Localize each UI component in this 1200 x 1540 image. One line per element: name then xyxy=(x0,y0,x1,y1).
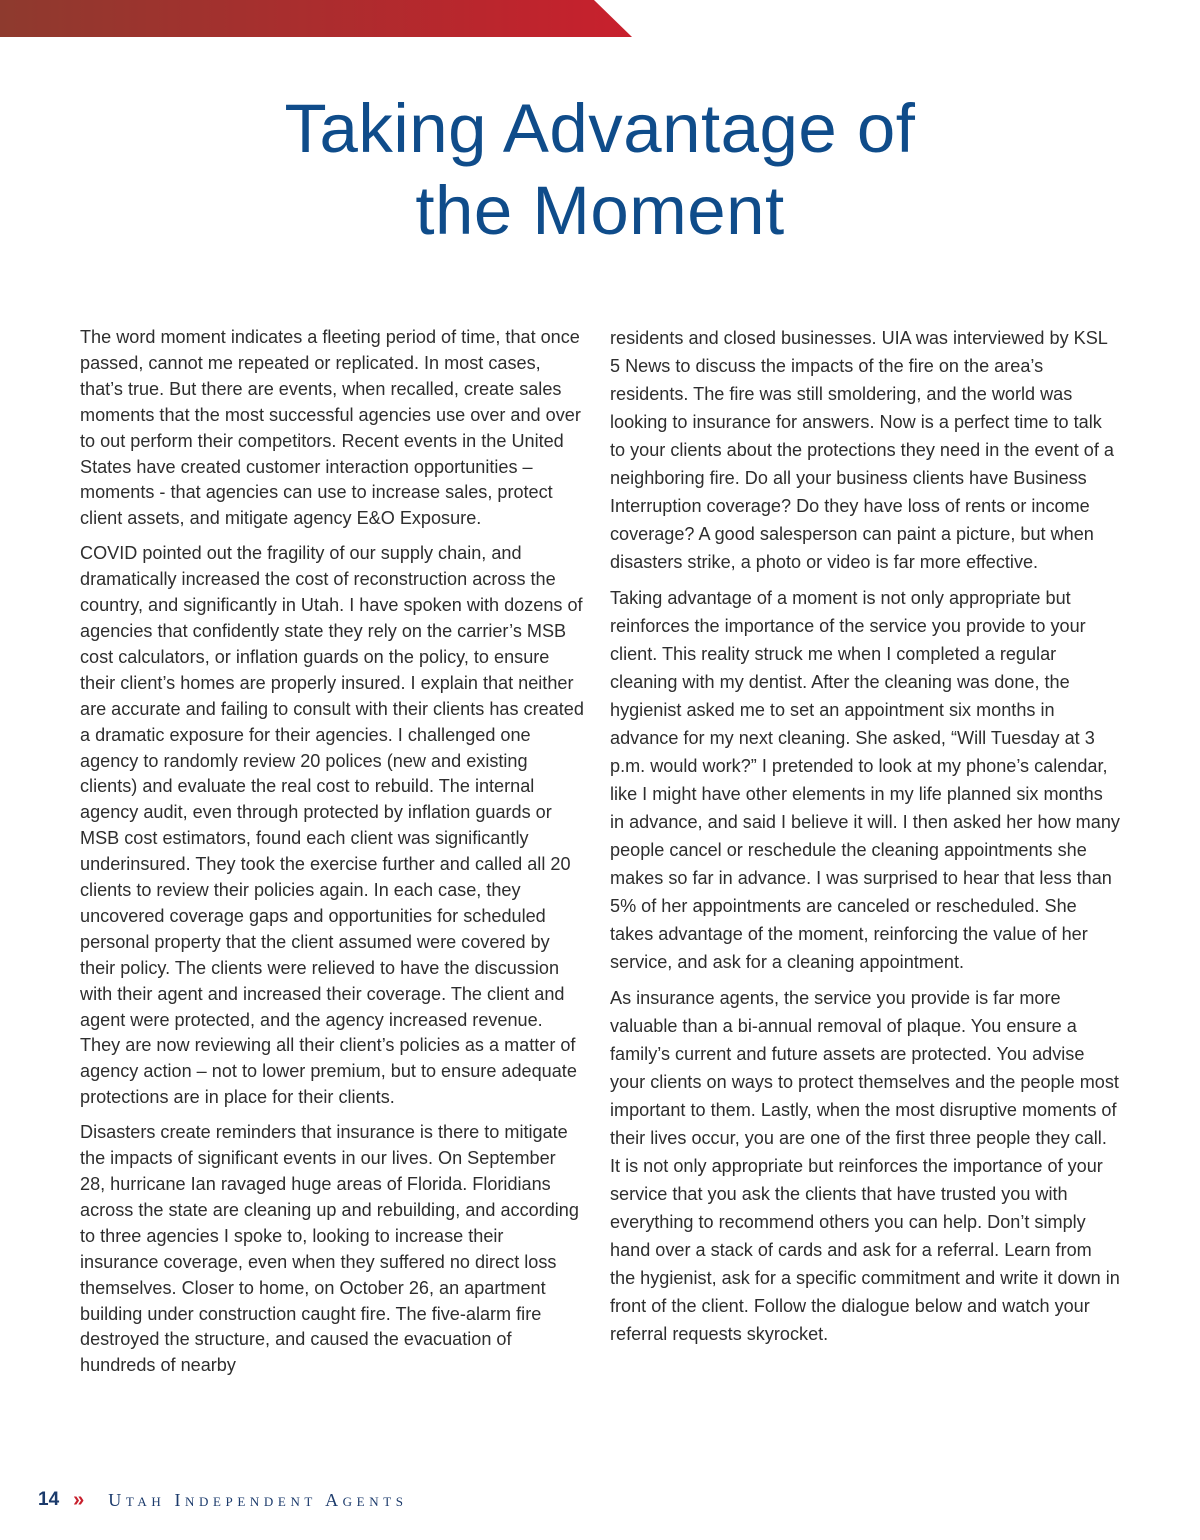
right-column xyxy=(610,324,1120,1356)
title-line-2: the Moment xyxy=(415,172,785,249)
banner-shape xyxy=(0,0,632,37)
left-column xyxy=(80,325,585,1388)
title-line-1: Taking Advantage of xyxy=(284,90,916,167)
page-title xyxy=(0,88,1200,252)
paragraph: Disasters create reminders that insurance is there to mitigate the impacts of significant events in our lives. On September 28, hurricane Ian ravaged huge areas of Florida. Floridians across the state are cleaning up and rebuilding, and according to three agencies I spoke to, looking to increase their insurance coverage, even when they suffered no direct loss themselves. Closer to home, on October 26, an apartment building under construction caught fire. The five-alarm fire destroyed the structure, and caused the evacuation of hundreds of nearby xyxy=(80,1122,579,1376)
paragraph: As insurance agents, the service you provide is far more valuable than a bi-annual removal of plaque. You ensure a family’s current and future assets are protected. You advise your clients on ways to protect themselves and the people most important to them. Lastly, when the most disruptive moments of their lives occur, you are one of the first three people they call. It is not only appropriate but reinforces the importance of your service that you ask the clients that have trusted you with everything to recommend others you can help. Don’t simply hand over a stack of cards and ask for a referral. Learn from the hygienist, ask for a specific commitment and write it down in front of the client. Follow the dialogue below and watch your referral requests skyrocket. xyxy=(610,988,1120,1344)
top-banner xyxy=(0,0,632,37)
paragraph: residents and closed businesses. UIA was interviewed by KSL 5 News to discuss the impacts of the fire on the area’s residents. The fire was still smoldering, and the world was looking to insurance for answers. Now is a perfect time to talk to your clients about the protections they need in the event of a neighboring fire. Do all your business clients have Business Interruption coverage? Do they have loss of rents or income coverage? A good salesperson can paint a picture, but when disasters strike, a photo or video is far more effective. xyxy=(610,328,1114,572)
chevron-right-icon: » xyxy=(73,1489,85,1511)
paragraph: The word moment indicates a fleeting period of time, that once passed, cannot me repeated or replicated. In most cases, that’s true. But there are events, when recalled, create sales moments that the most successful agencies use over and over to out perform their competitors. Recent events in the United States have created customer interaction opportunities – moments - that agencies can use to increase sales, protect client assets, and mitigate agency E&O Exposure. xyxy=(80,327,581,529)
paragraph: COVID pointed out the fragility of our supply chain, and dramatically increased the cost of reconstruction across the country, and significantly in Utah. I have spoken with dozens of agencies that confidently state they rely on the carrier’s MSB cost calculators, or inflation guards on the policy, to ensure their client’s homes are properly insured. I explain that neither are accurate and failing to consult with their clients has created a dramatic exposure for their agencies. I challenged one agency to randomly review 20 polices (new and existing clients) and evaluate the real cost to rebuild. The internal agency audit, even through protected by inflation guards or MSB cost estimators, found each client was significantly underinsured. They took the exercise further and called all 20 clients to review their policies again. In each case, they uncovered coverage gaps and opportunities for scheduled personal property that the client assumed were covered by their policy. The clients were relieved to have the discussion with their agent and increased their coverage. The client and agent were protected, and the agency increased revenue. They are now reviewing all their client’s policies as a matter of agency action – not to lower premium, but to ensure adequate protections are in place for their clients. xyxy=(80,543,584,1108)
page-number: 14 xyxy=(38,1489,60,1510)
magazine-name: Utah Independent Agents xyxy=(108,1489,408,1510)
page-footer xyxy=(38,1488,408,1512)
paragraph: Taking advantage of a moment is not only appropriate but reinforces the importance of the service you provide to your client. This reality struck me when I completed a regular cleaning with my dentist. After the cleaning was done, the hygienist asked me to set an appointment six months in advance for my next cleaning. She asked, “Will Tuesday at 3 p.m. would work?” I pretended to look at my phone’s calendar, like I might have other elements in my life planned six months in advance, and said I believe it will. I then asked her how many people cancel or reschedule the cleaning appointments she makes so far in advance. I was surprised to hear that less than 5% of her appointments are canceled or rescheduled. She takes advantage of the moment, reinforcing the value of her service, and ask for a cleaning appointment. xyxy=(610,588,1120,972)
